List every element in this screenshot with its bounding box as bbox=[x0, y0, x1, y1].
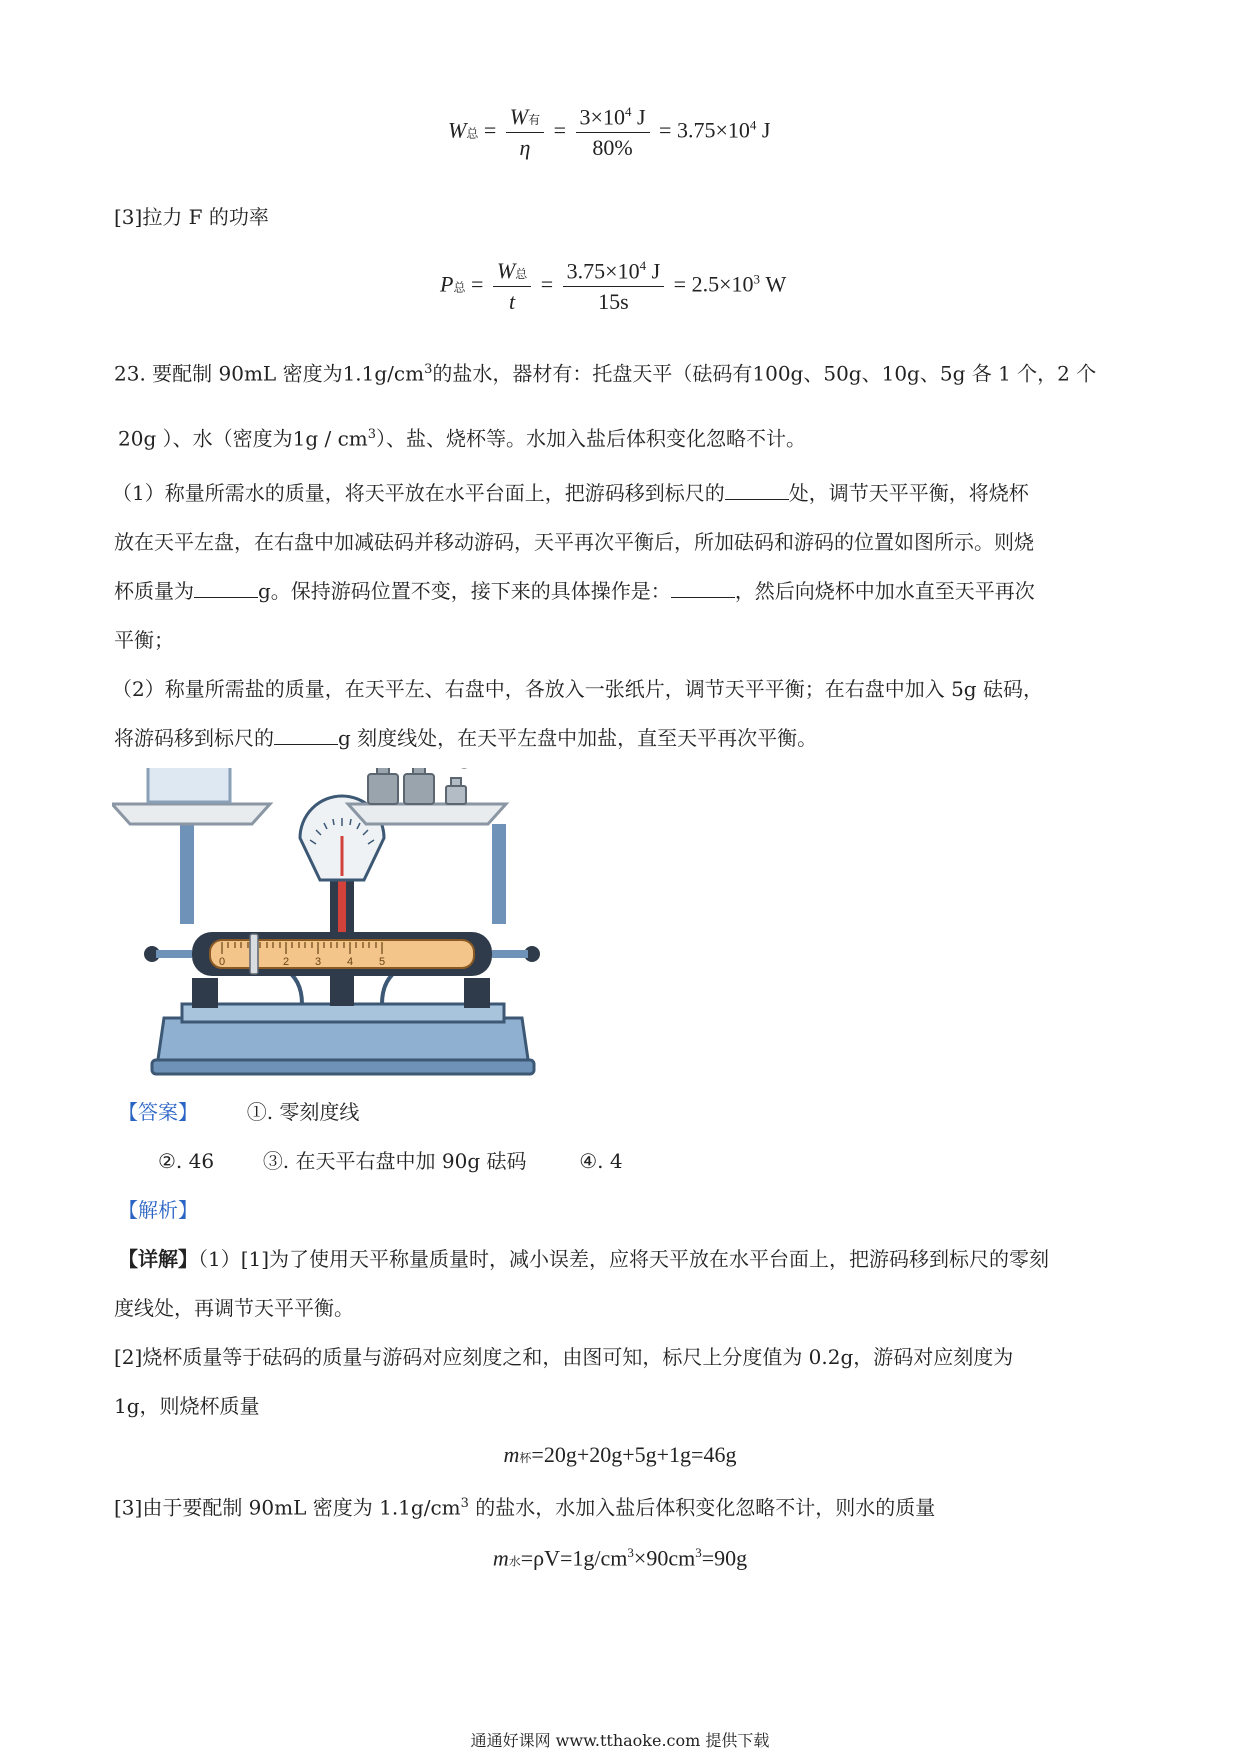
equation-power: P总 = $\frac{\text{W总}}{t}$ = $\frac{3.75\times 10^4 J}{15s}$ = $2.5\times 10^3$ W bbox=[440, 258, 787, 315]
scale-tick-5: 5 bbox=[379, 956, 386, 968]
detail-line1: 【详解】（1）[1]为了使用天平称量质量时，减小误差，应将天平放在水平台面上，把游码移到标尺的零刻 bbox=[118, 1247, 1050, 1271]
scale-tick-4: 4 bbox=[347, 956, 354, 968]
blank-1[interactable] bbox=[725, 499, 789, 500]
weight-20g-2 bbox=[404, 768, 434, 804]
blank-3[interactable] bbox=[671, 597, 735, 598]
equation-beaker-mass: m杯=20g+20g+5g+1g=46g bbox=[503, 1442, 737, 1467]
fraction-work-values: $\frac{3\times 10^4 J}{80\%}$ bbox=[576, 104, 650, 161]
answer-tag: 【答案】 bbox=[118, 1100, 198, 1124]
question-23-line2: 20g ）、水（密度为$1g / cm^3$）、盐、烧杯等。水加入盐后体积变化忽略不计。 bbox=[118, 426, 807, 451]
part1-line2: 放在天平左盘，在右盘中加减砝码并移动游码，天平再次平衡后，所加砝码和游码的位置如图所示。则烧 bbox=[114, 530, 1034, 554]
weight-label-3 bbox=[448, 768, 470, 769]
left-pan bbox=[112, 804, 270, 824]
answer-line1 bbox=[118, 1098, 359, 1126]
detail-line5: [3]由于要配制 90mL 密度为 $1.1g/cm^3$ 的盐水，水加入盐后体积变化忽略不计，则水的质量 bbox=[114, 1495, 936, 1520]
right-pan bbox=[348, 804, 506, 824]
answer-line2 bbox=[158, 1147, 623, 1175]
scale-tick-2: 2 bbox=[283, 956, 290, 968]
right-foot bbox=[464, 978, 490, 1008]
part2-line1: （2）称量所需盐的质量，在天平左、右盘中，各放入一张纸片，调节天平平衡；在右盘中加入 5g 砝码， bbox=[112, 677, 1043, 701]
scale-tick-3: 3 bbox=[315, 956, 322, 968]
answer-4: ④. 4 bbox=[579, 1149, 623, 1173]
detail-line2: 度线处，再调节天平平衡。 bbox=[114, 1296, 354, 1320]
analysis-tag: 【解析】 bbox=[118, 1198, 198, 1222]
weight-5g bbox=[446, 778, 466, 804]
beaker bbox=[142, 768, 236, 802]
blank-4[interactable] bbox=[274, 744, 338, 745]
fraction-useful-work-over-efficiency: $\frac{\text{W有}}{\eta}$ bbox=[506, 104, 544, 161]
question-23-line1: 23. 要配制 90mL 密度为$1.1g/cm^3$的盐水，器材有：托盘天平（砝码有100g、50g、10g、5g 各 1 个，2 个 bbox=[114, 361, 1097, 386]
footer: 通通好课网 www.tthaoke.com 提供下载 bbox=[470, 1731, 770, 1750]
answer-3: ③. 在天平右盘中加 90g 砝码 bbox=[262, 1149, 527, 1173]
detail-line4: 1g，则烧杯质量 bbox=[114, 1394, 260, 1418]
weight-20g-1 bbox=[368, 768, 398, 804]
part1-line3: 杯质量为 g。保持游码位置不变，接下来的具体操作是： ，然后向烧杯中加水直至天平再次 bbox=[114, 579, 1035, 603]
part1-line4: 平衡； bbox=[114, 628, 174, 652]
rider bbox=[250, 934, 258, 974]
blank-2[interactable] bbox=[194, 597, 258, 598]
answer-1: ①. 零刻度线 bbox=[246, 1100, 360, 1124]
equation-water-mass: m水$=\rho V=1g/cm^3\times 90cm^3=90g$ bbox=[492, 1545, 748, 1571]
scale-tick-0: 0 bbox=[219, 956, 226, 968]
label-power: [3]拉力 F 的功率 bbox=[114, 205, 269, 229]
detail-line3: [2]烧杯质量等于砝码的质量与游码对应刻度之和，由图可知，标尺上分度值为 0.2g，游码对应刻度为 bbox=[114, 1345, 1014, 1369]
part1-line1: （1）称量所需水的质量，将天平放在水平台面上，把游码移到标尺的 处，调节天平平衡，将烧杯 bbox=[112, 481, 1029, 505]
left-foot bbox=[192, 978, 218, 1008]
equation-total-work: W总 = $\frac{\text{W有}}{\eta}$ = $\frac{3\times 10^4 J}{80\%}$ = $3.75\times 10^4$ J bbox=[448, 104, 771, 161]
part2-line2: 将游码移到标尺的 g 刻度线处，在天平左盘中加盐，直至天平再次平衡。 bbox=[114, 726, 818, 750]
balance-scale-illustration bbox=[112, 768, 574, 1080]
answer-2: ②. 46 bbox=[158, 1149, 215, 1173]
